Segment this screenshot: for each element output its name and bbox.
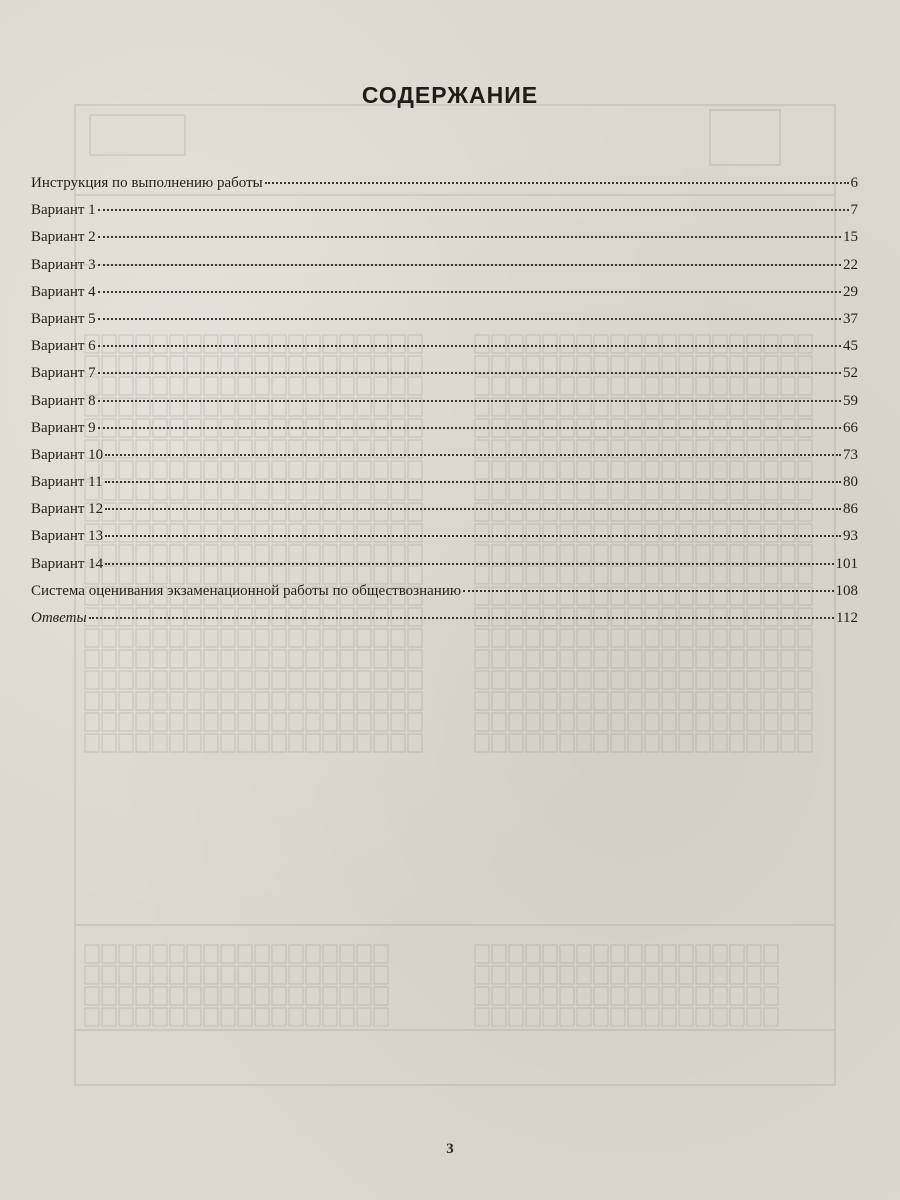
toc-entry-label: Вариант 5: [31, 310, 96, 327]
toc-entry-label: Вариант 12: [31, 501, 104, 518]
toc-row[interactable]: [31, 365, 858, 392]
toc-entry-label: Вариант 1: [31, 202, 96, 219]
toc-page-number: 7: [850, 202, 858, 219]
toc-page-number: 108: [835, 582, 858, 599]
dot-leader: [98, 236, 841, 238]
toc-entry-label: Вариант 7: [31, 365, 96, 382]
toc-page-number: 86: [843, 501, 858, 518]
toc-page-number: 59: [843, 392, 858, 409]
toc-page-number: 80: [843, 474, 858, 491]
toc-entry-label: Вариант 10: [31, 446, 104, 463]
dot-leader: [105, 563, 833, 565]
dot-leader: [105, 481, 841, 483]
toc-row[interactable]: [31, 229, 858, 256]
toc-row[interactable]: [31, 447, 858, 474]
toc-row[interactable]: [31, 338, 858, 365]
toc-page-number: 112: [836, 610, 858, 626]
toc-row[interactable]: [31, 501, 858, 528]
toc-page-number: 52: [843, 365, 858, 382]
dot-leader: [98, 318, 841, 320]
dot-leader: [98, 400, 841, 402]
toc-entry-label: Вариант 6: [31, 338, 96, 355]
table-of-contents: [31, 175, 858, 637]
toc-entry-label: Вариант 2: [31, 229, 96, 246]
dot-leader: [98, 372, 841, 374]
toc-row[interactable]: [31, 311, 858, 338]
toc-row[interactable]: [31, 528, 858, 555]
toc-page-number: 66: [843, 419, 858, 436]
toc-entry-label: Вариант 4: [31, 283, 96, 300]
dot-leader: [463, 590, 833, 592]
dot-leader: [98, 264, 841, 266]
dot-leader: [98, 291, 841, 293]
toc-row[interactable]: [31, 556, 858, 583]
dot-leader: [105, 454, 841, 456]
toc-page-number: 45: [843, 338, 858, 355]
page-title: СОДЕРЖАНИЕ: [361, 82, 539, 108]
dot-leader: [265, 182, 849, 184]
dot-leader: [98, 209, 849, 211]
toc-row[interactable]: [31, 610, 858, 637]
toc-row[interactable]: [31, 284, 858, 311]
toc-page-number: 73: [843, 446, 858, 463]
page-number: 3: [446, 1141, 454, 1157]
toc-row[interactable]: [31, 420, 858, 447]
toc-page-number: 101: [835, 555, 858, 572]
toc-entry-label: Инструкция по выполнению работы: [31, 175, 263, 191]
toc-entry-label: Вариант 9: [31, 419, 96, 436]
toc-entry-label: Вариант 13: [31, 528, 104, 545]
toc-row[interactable]: [31, 583, 858, 610]
dot-leader: [98, 345, 841, 347]
toc-entry-label: Вариант 3: [31, 256, 96, 273]
toc-row[interactable]: [31, 175, 858, 202]
toc-page-number: 6: [850, 175, 858, 191]
toc-entry-label: Ответы: [31, 610, 87, 626]
dot-leader: [105, 508, 841, 510]
dot-leader: [98, 427, 841, 429]
toc-page-number: 29: [843, 283, 858, 300]
dot-leader: [89, 617, 834, 619]
toc-entry-label: Система оценивания экзаменационной работы по обществознанию: [31, 582, 462, 599]
toc-entry-label: Вариант 8: [31, 392, 96, 409]
toc-row[interactable]: [31, 474, 858, 501]
toc-page-number: 93: [843, 528, 858, 545]
toc-row[interactable]: [31, 202, 858, 229]
toc-page-number: 15: [843, 229, 858, 246]
toc-row[interactable]: [31, 257, 858, 284]
toc-row[interactable]: [31, 393, 858, 420]
toc-entry-label: Вариант 14: [31, 555, 104, 572]
dot-leader: [105, 535, 841, 537]
toc-page-number: 22: [843, 256, 858, 273]
toc-page-number: 37: [843, 310, 858, 327]
toc-entry-label: Вариант 11: [31, 474, 103, 491]
